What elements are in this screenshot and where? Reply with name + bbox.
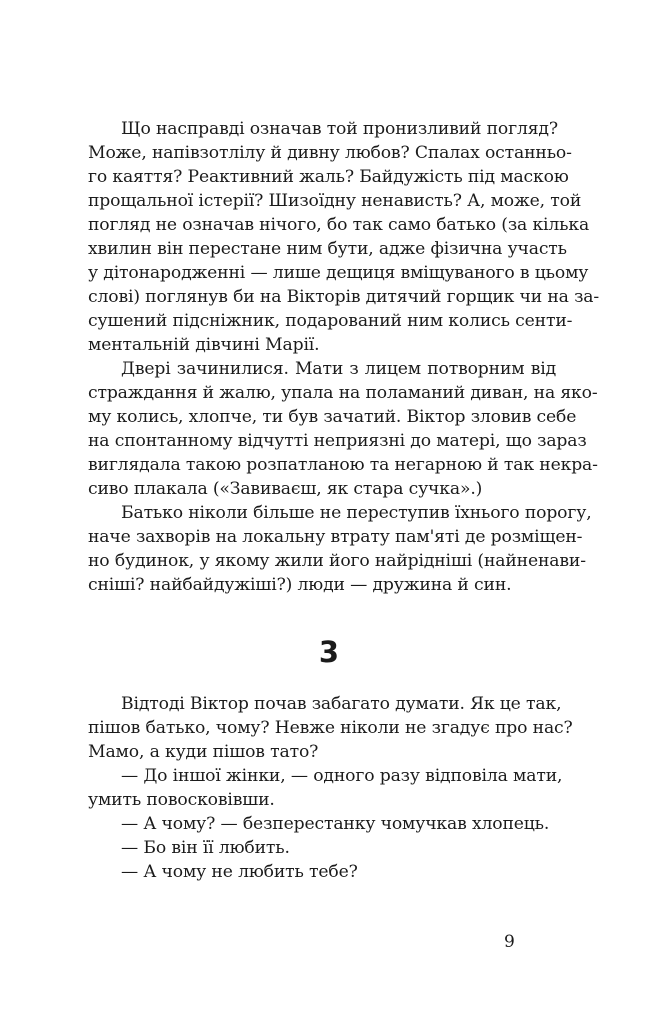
text-line: му колись, хлопче, ти був зачатий. Віктор зловив себе	[88, 407, 577, 427]
text-line: — Бо він її любить.	[121, 838, 290, 858]
text-line: — А чому? — безперестанку чомучкав хлопець.	[121, 814, 550, 834]
chapter-number: 3	[318, 635, 340, 669]
text-line: сушений підсніжник, подарований ним колись сенти-	[88, 311, 573, 331]
text-line: прощальної істерії? Шизоїдну ненависть? А, може, той	[88, 191, 582, 211]
text-line: сиво плакала («Завиваєш, як стара сучка».)	[88, 479, 483, 499]
text-line: на спонтанному відчутті неприязні до матері, що зараз	[88, 431, 587, 451]
text-line: пішов батько, чому? Невже ніколи не згадує про нас?	[88, 718, 573, 738]
text-line: — До іншої жінки, — одного разу відповіла мати,	[121, 766, 563, 786]
text-line: но будинок, у якому жили його найрідніші (найненави-	[88, 551, 586, 571]
text-line: Мамо, а куди пішов тато?	[88, 742, 319, 762]
text-line: Батько ніколи більше не переступив їхнього порогу,	[121, 503, 592, 523]
text-line: го каяття? Реактивний жаль? Байдужість під маскою	[88, 167, 569, 187]
text-line: Може, напівзотлілу й дивну любов? Спалах останньо-	[88, 143, 572, 163]
text-line: умить повосковівши.	[88, 790, 275, 810]
text-line: Відтоді Віктор почав забагато думати. Як це так,	[121, 694, 562, 714]
text-line: страждання й жалю, упала на поламаний диван, на яко-	[88, 383, 598, 403]
text-line: Двері зачинилися. Мати з лицем потворним від	[121, 359, 556, 379]
text-line: хвилин він перестане ним бути, адже фізична участь	[88, 239, 567, 259]
text-line: Що насправді означав той пронизливий погляд?	[121, 119, 558, 139]
text-line: у дітонародженні — лише дещиця вміщуваного в цьому	[88, 263, 589, 283]
text-line: сніші? найбайдужіші?) люди — дружина й син.	[88, 575, 512, 595]
text-line: погляд не означав нічого, бо так само батько (за кілька	[88, 215, 590, 235]
text-line: виглядала такою розпатланою та негарною й так некра-	[88, 455, 598, 475]
text-line: наче захворів на локальну втрату пам'яті де розміщен-	[88, 527, 583, 547]
page-number: 9	[504, 932, 515, 952]
text-line: слові) поглянув би на Вікторів дитячий горщик чи на за-	[88, 287, 600, 307]
text-line: ментальній дівчині Марії.	[88, 335, 320, 355]
text-line: — А чому не любить тебе?	[121, 862, 358, 882]
